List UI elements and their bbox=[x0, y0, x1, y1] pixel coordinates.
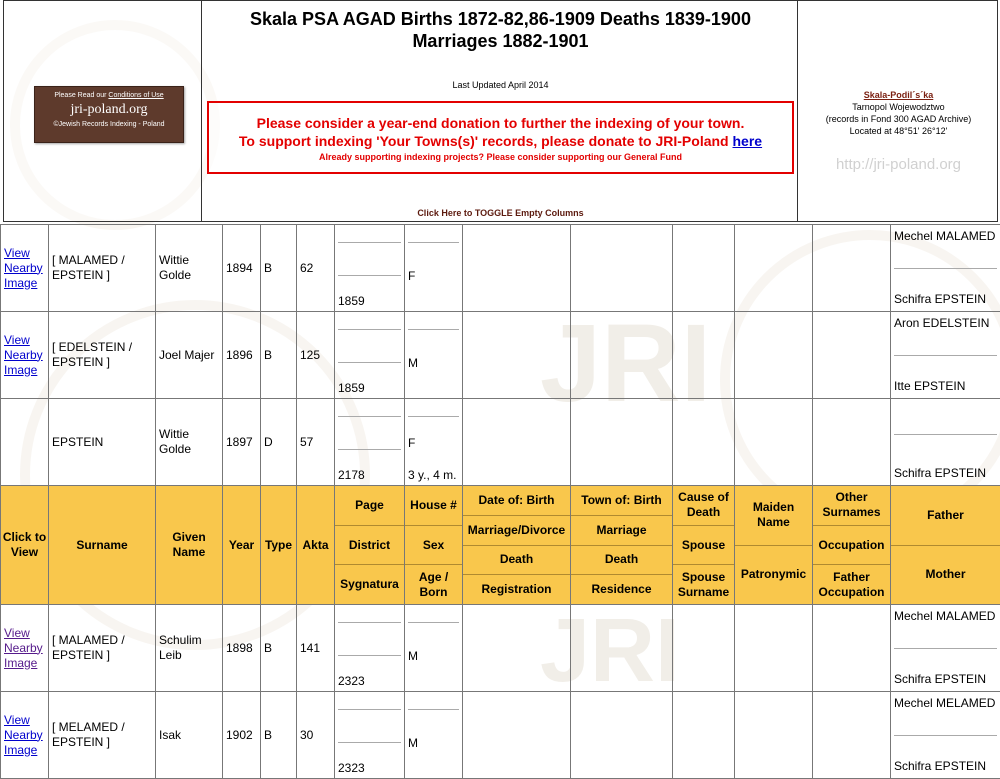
jri-logo-watermark: JRI bbox=[540, 600, 680, 703]
type-cell: B bbox=[261, 605, 297, 692]
site-url-watermark: http://jri-poland.org bbox=[798, 156, 999, 173]
view-cell bbox=[1, 692, 49, 779]
sex-value: F bbox=[408, 269, 459, 283]
surname-cell: EPSTEIN bbox=[49, 399, 156, 486]
towns-cell bbox=[571, 225, 673, 312]
view-nearby-image-link[interactable]: View Nearby Image bbox=[4, 333, 43, 377]
cause-spouse-cell bbox=[673, 312, 735, 399]
cause-spouse-cell bbox=[673, 692, 735, 779]
mother-value: Schifra EPSTEIN bbox=[894, 292, 997, 307]
column-header-label: Date of: Birth bbox=[463, 486, 570, 516]
maiden-name-cell bbox=[735, 605, 813, 692]
column-header-label: Residence bbox=[571, 575, 672, 604]
column-header-label: Father Occupation bbox=[813, 565, 890, 604]
other-surnames-cell bbox=[813, 399, 891, 486]
header-right-panel bbox=[797, 0, 998, 222]
house-sex-age-cell bbox=[405, 605, 463, 692]
age-value: 3 y., 4 m. bbox=[408, 468, 459, 482]
surname-cell: [ MELAMED / EPSTEIN ] bbox=[49, 692, 156, 779]
column-header-label: District bbox=[335, 526, 404, 566]
header-towns bbox=[571, 486, 673, 605]
towns-cell bbox=[571, 312, 673, 399]
column-header-label: Spouse bbox=[673, 526, 734, 566]
column-header-label: Death bbox=[571, 546, 672, 576]
page-subtitle: Marriages 1882-1901 bbox=[202, 31, 799, 52]
year-cell: 1894 bbox=[223, 225, 261, 312]
akta-cell: 62 bbox=[297, 225, 335, 312]
donate-prompt: To support indexing 'Your Towns(s)' records, please donate to JRI-Poland bbox=[239, 133, 729, 149]
house-sex-age-cell bbox=[405, 225, 463, 312]
sygnatura-value: 2178 bbox=[338, 468, 401, 482]
jri-logo-watermark: JRI bbox=[540, 300, 711, 427]
badge-copyright: ©Jewish Records Indexing - Poland bbox=[35, 121, 183, 128]
town-coordinates: Located at 48°51' 26°12' bbox=[798, 125, 999, 137]
view-nearby-image-link[interactable]: View Nearby Image bbox=[4, 626, 43, 670]
town-province: Tarnopol Wojewodztwo bbox=[798, 101, 999, 113]
year-cell: 1902 bbox=[223, 692, 261, 779]
page-district-sygnatura-cell bbox=[335, 605, 405, 692]
maiden-name-cell bbox=[735, 692, 813, 779]
table-row bbox=[1, 399, 1000, 486]
column-header-label: Spouse Surname bbox=[673, 565, 734, 604]
sex-value: M bbox=[408, 356, 459, 370]
header-parents bbox=[891, 486, 1000, 605]
header-click-to-view: Click to View bbox=[1, 486, 49, 605]
type-cell: B bbox=[261, 312, 297, 399]
header-other-surnames bbox=[813, 486, 891, 605]
given-name-cell: Schulim Leib bbox=[156, 605, 223, 692]
dates-cell bbox=[463, 225, 571, 312]
column-header-label: Cause of Death bbox=[673, 486, 734, 526]
other-surnames-cell bbox=[813, 225, 891, 312]
cause-spouse-cell bbox=[673, 399, 735, 486]
surname-cell: [ MALAMED / EPSTEIN ] bbox=[49, 225, 156, 312]
house-sex-age-cell bbox=[405, 692, 463, 779]
table-row bbox=[1, 225, 1000, 312]
sygnatura-value: 2323 bbox=[338, 761, 401, 775]
dates-cell bbox=[463, 692, 571, 779]
surname-cell: [ EDELSTEIN / EPSTEIN ] bbox=[49, 312, 156, 399]
parents-cell bbox=[891, 225, 1000, 312]
page-district-sygnatura-cell bbox=[335, 692, 405, 779]
donation-banner bbox=[207, 101, 794, 174]
page-district-sygnatura-cell bbox=[335, 312, 405, 399]
jri-badge[interactable] bbox=[34, 86, 184, 143]
column-header-label: Registration bbox=[463, 575, 570, 604]
column-header-label: Other Surnames bbox=[813, 486, 890, 526]
toggle-empty-columns-button[interactable]: Click Here to TOGGLE Empty Columns bbox=[202, 208, 799, 218]
cause-spouse-cell bbox=[673, 605, 735, 692]
column-header-label: Mother bbox=[891, 546, 1000, 605]
column-header-row bbox=[1, 486, 1000, 605]
other-surnames-cell bbox=[813, 312, 891, 399]
table-row bbox=[1, 692, 1000, 779]
table-row bbox=[1, 605, 1000, 692]
cause-spouse-cell bbox=[673, 225, 735, 312]
last-updated: Last Updated April 2014 bbox=[202, 80, 799, 90]
akta-cell: 141 bbox=[297, 605, 335, 692]
mother-value: Schifra EPSTEIN bbox=[894, 672, 997, 687]
page-title: Skala PSA AGAD Births 1872-82,86-1909 Deaths 1839-1900 bbox=[202, 9, 799, 30]
house-sex-age-cell bbox=[405, 399, 463, 486]
towns-cell bbox=[571, 605, 673, 692]
page-district-sygnatura-cell bbox=[335, 225, 405, 312]
sex-value: M bbox=[408, 736, 459, 750]
father-value: Aron EDELSTEIN bbox=[894, 316, 997, 331]
given-name-cell: Wittie Golde bbox=[156, 399, 223, 486]
mother-value: Itte EPSTEIN bbox=[894, 379, 997, 394]
table-row bbox=[1, 312, 1000, 399]
sex-value: M bbox=[408, 649, 459, 663]
header-type: Type bbox=[261, 486, 297, 605]
column-header-label: Marriage/Divorce bbox=[463, 516, 570, 546]
column-header-label: Maiden Name bbox=[735, 486, 812, 546]
towns-cell bbox=[571, 399, 673, 486]
given-name-cell: Isak bbox=[156, 692, 223, 779]
header-cause-spouse bbox=[673, 486, 735, 605]
page-header bbox=[0, 0, 1000, 222]
header-maiden-name bbox=[735, 486, 813, 605]
header-left-panel bbox=[3, 0, 202, 222]
mother-value: Schifra EPSTEIN bbox=[894, 759, 997, 774]
given-name-cell: Joel Majer bbox=[156, 312, 223, 399]
year-cell: 1897 bbox=[223, 399, 261, 486]
page-district-sygnatura-cell bbox=[335, 399, 405, 486]
column-header-label: Death bbox=[463, 546, 570, 576]
header-akta: Akta bbox=[297, 486, 335, 605]
akta-cell: 57 bbox=[297, 399, 335, 486]
view-nearby-image-link[interactable]: View Nearby Image bbox=[4, 713, 43, 757]
header-house-sex bbox=[405, 486, 463, 605]
year-cell: 1896 bbox=[223, 312, 261, 399]
sygnatura-value: 1859 bbox=[338, 381, 401, 395]
parents-cell bbox=[891, 692, 1000, 779]
column-header-label: Page bbox=[335, 486, 404, 526]
towns-cell bbox=[571, 692, 673, 779]
father-value: Mechel MALAMED bbox=[894, 229, 997, 244]
conditions-of-use-link[interactable]: Conditions of Use bbox=[108, 92, 163, 99]
town-name-link[interactable]: Skala-Podil´s´ka bbox=[798, 89, 999, 101]
other-surnames-cell bbox=[813, 692, 891, 779]
dates-cell bbox=[463, 312, 571, 399]
header-given-name: Given Name bbox=[156, 486, 223, 605]
column-header-label: Sygnatura bbox=[335, 565, 404, 604]
town-archive: (records in Fond 300 AGAD Archive) bbox=[798, 113, 999, 125]
view-cell bbox=[1, 399, 49, 486]
maiden-name-cell bbox=[735, 225, 813, 312]
father-value: Mechel MELAMED bbox=[894, 696, 997, 711]
view-cell bbox=[1, 312, 49, 399]
father-value: Mechel MALAMED bbox=[894, 609, 997, 624]
mother-value: Schifra EPSTEIN bbox=[894, 466, 997, 481]
maiden-name-cell bbox=[735, 312, 813, 399]
type-cell: B bbox=[261, 225, 297, 312]
parents-cell bbox=[891, 399, 1000, 486]
header-center-panel bbox=[201, 0, 798, 222]
badge-text: Please Read our bbox=[54, 92, 106, 99]
header-dates bbox=[463, 486, 571, 605]
given-name-cell: Wittie Golde bbox=[156, 225, 223, 312]
dates-cell bbox=[463, 399, 571, 486]
akta-cell: 30 bbox=[297, 692, 335, 779]
general-fund-note[interactable]: Already supporting indexing projects? Please consider supporting our General Fund bbox=[209, 152, 792, 162]
type-cell: B bbox=[261, 692, 297, 779]
type-cell: D bbox=[261, 399, 297, 486]
year-cell: 1898 bbox=[223, 605, 261, 692]
column-header-label: Father bbox=[891, 486, 1000, 546]
donate-message: Please consider a year-end donation to further the indexing of your town. bbox=[209, 115, 792, 131]
view-cell bbox=[1, 225, 49, 312]
sygnatura-value: 1859 bbox=[338, 294, 401, 308]
akta-cell: 125 bbox=[297, 312, 335, 399]
column-header-label: Occupation bbox=[813, 526, 890, 566]
surname-cell: [ MALAMED / EPSTEIN ] bbox=[49, 605, 156, 692]
sygnatura-value: 2323 bbox=[338, 674, 401, 688]
column-header-label: Patronymic bbox=[735, 546, 812, 605]
header-page-district bbox=[335, 486, 405, 605]
column-header-label: Town of: Birth bbox=[571, 486, 672, 516]
header-year: Year bbox=[223, 486, 261, 605]
view-cell bbox=[1, 605, 49, 692]
house-sex-age-cell bbox=[405, 312, 463, 399]
dates-cell bbox=[463, 605, 571, 692]
column-header-label: Marriage bbox=[571, 516, 672, 546]
parents-cell bbox=[891, 605, 1000, 692]
donate-link[interactable]: here bbox=[733, 133, 763, 149]
column-header-label: Sex bbox=[405, 526, 462, 566]
other-surnames-cell bbox=[813, 605, 891, 692]
records-table bbox=[0, 224, 1000, 779]
header-surname: Surname bbox=[49, 486, 156, 605]
parents-cell bbox=[891, 312, 1000, 399]
sex-value: F bbox=[408, 436, 459, 450]
column-header-label: House # bbox=[405, 486, 462, 526]
column-header-label: Age / Born bbox=[405, 565, 462, 604]
view-nearby-image-link[interactable]: View Nearby Image bbox=[4, 246, 43, 290]
maiden-name-cell bbox=[735, 399, 813, 486]
badge-site-name: jri-poland.org bbox=[35, 102, 183, 118]
